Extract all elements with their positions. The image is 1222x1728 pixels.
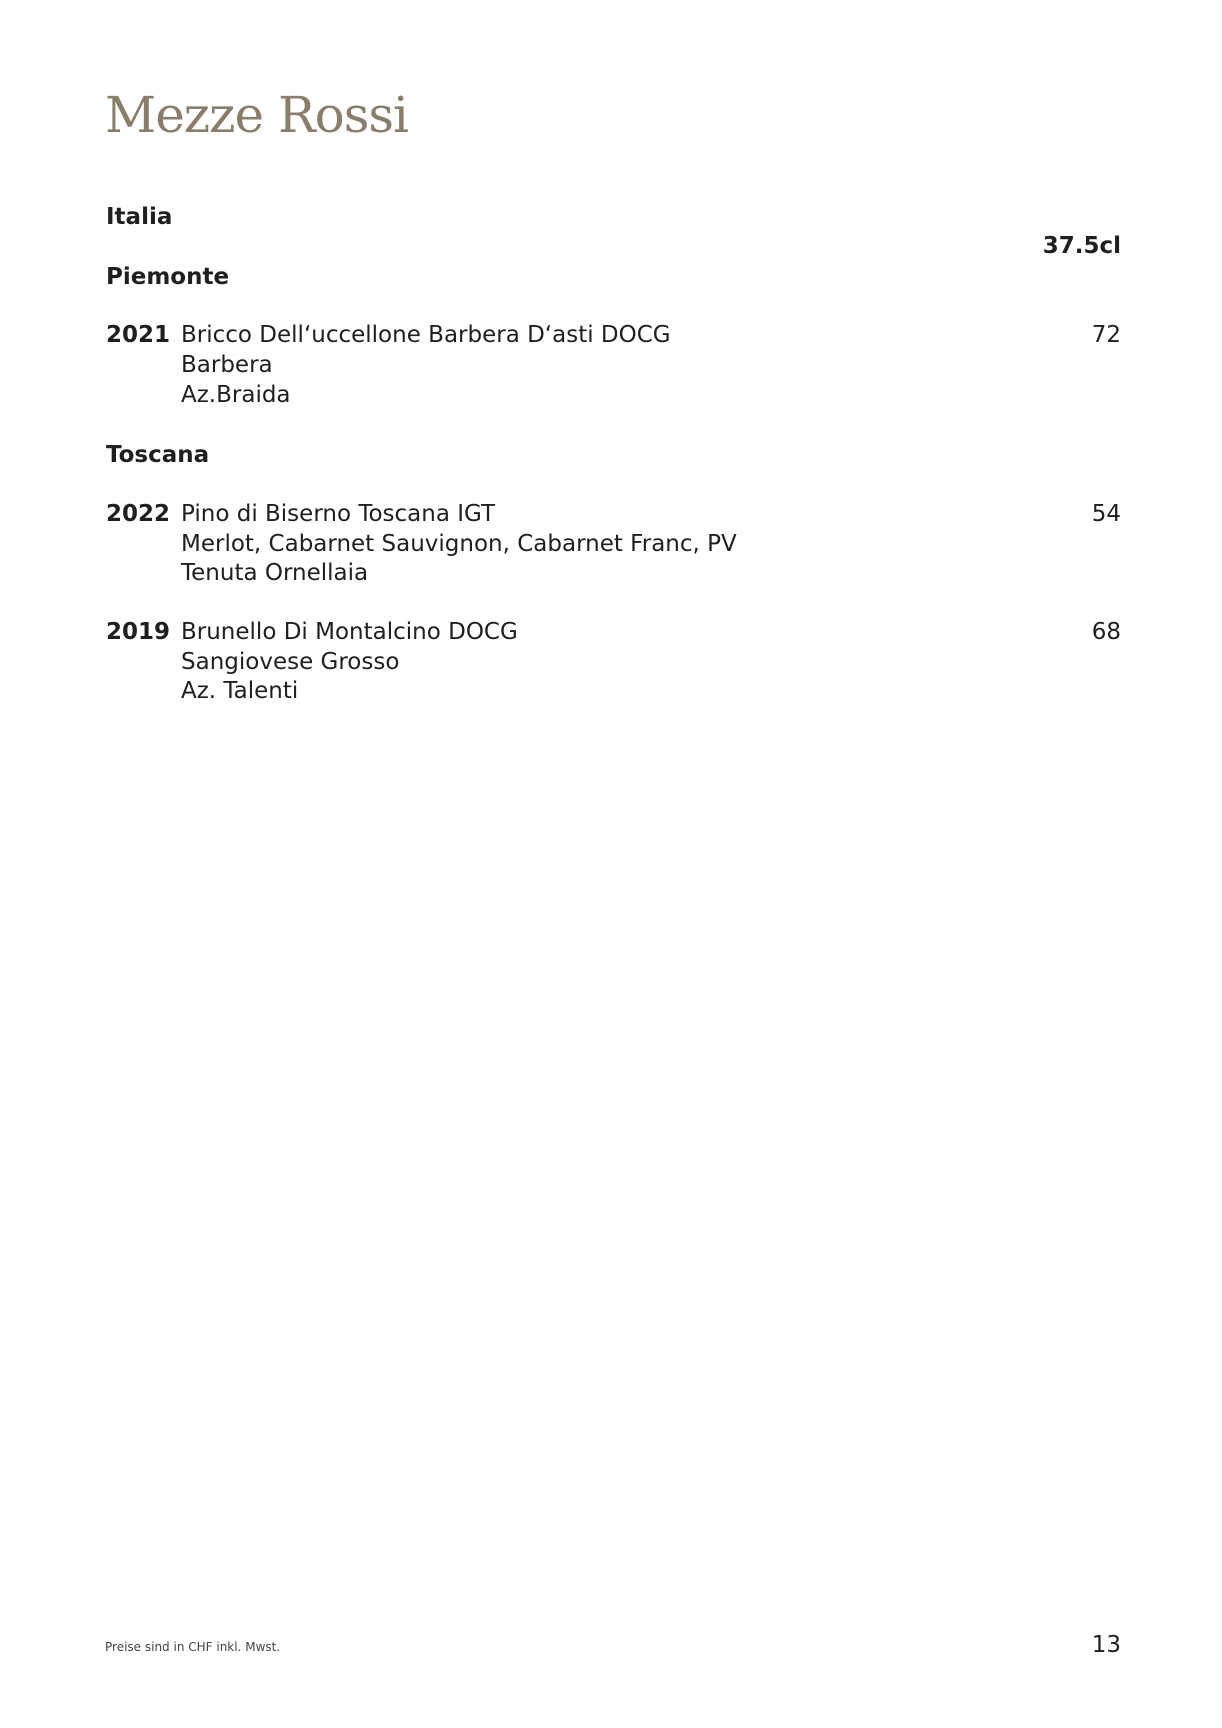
wine-price: 54 — [1091, 501, 1121, 527]
country-heading: Italia — [106, 204, 173, 230]
wine-grape: Sangiovese Grosso — [181, 649, 400, 675]
wine-year: 2021 — [106, 322, 171, 348]
region-heading-piemonte: Piemonte — [106, 264, 230, 290]
wine-name: Pino di Biserno Toscana IGT — [181, 501, 496, 527]
wine-grape: Barbera — [181, 352, 273, 378]
bottle-size-header: 37.5cl — [1042, 233, 1121, 259]
wine-year: 2022 — [106, 501, 171, 527]
wine-grape: Merlot, Cabarnet Sauvignon, Cabarnet Franc, PV — [181, 531, 737, 557]
price-note: Preise sind in CHF inkl. Mwst. — [105, 1640, 281, 1654]
page-title: Mezze Rossi — [105, 86, 409, 144]
wine-producer: Tenuta Ornellaia — [181, 560, 369, 586]
wine-name: Brunello Di Montalcino DOCG — [181, 619, 518, 645]
page-number: 13 — [1091, 1632, 1121, 1658]
wine-price: 68 — [1091, 619, 1121, 645]
wine-name: Bricco Dell‘uccellone Barbera D‘asti DOCG — [181, 322, 671, 348]
wine-year: 2019 — [106, 619, 171, 645]
wine-producer: Az. Talenti — [181, 678, 299, 704]
wine-price: 72 — [1091, 322, 1121, 348]
region-heading-toscana: Toscana — [106, 442, 210, 468]
wine-producer: Az.Braida — [181, 382, 291, 408]
